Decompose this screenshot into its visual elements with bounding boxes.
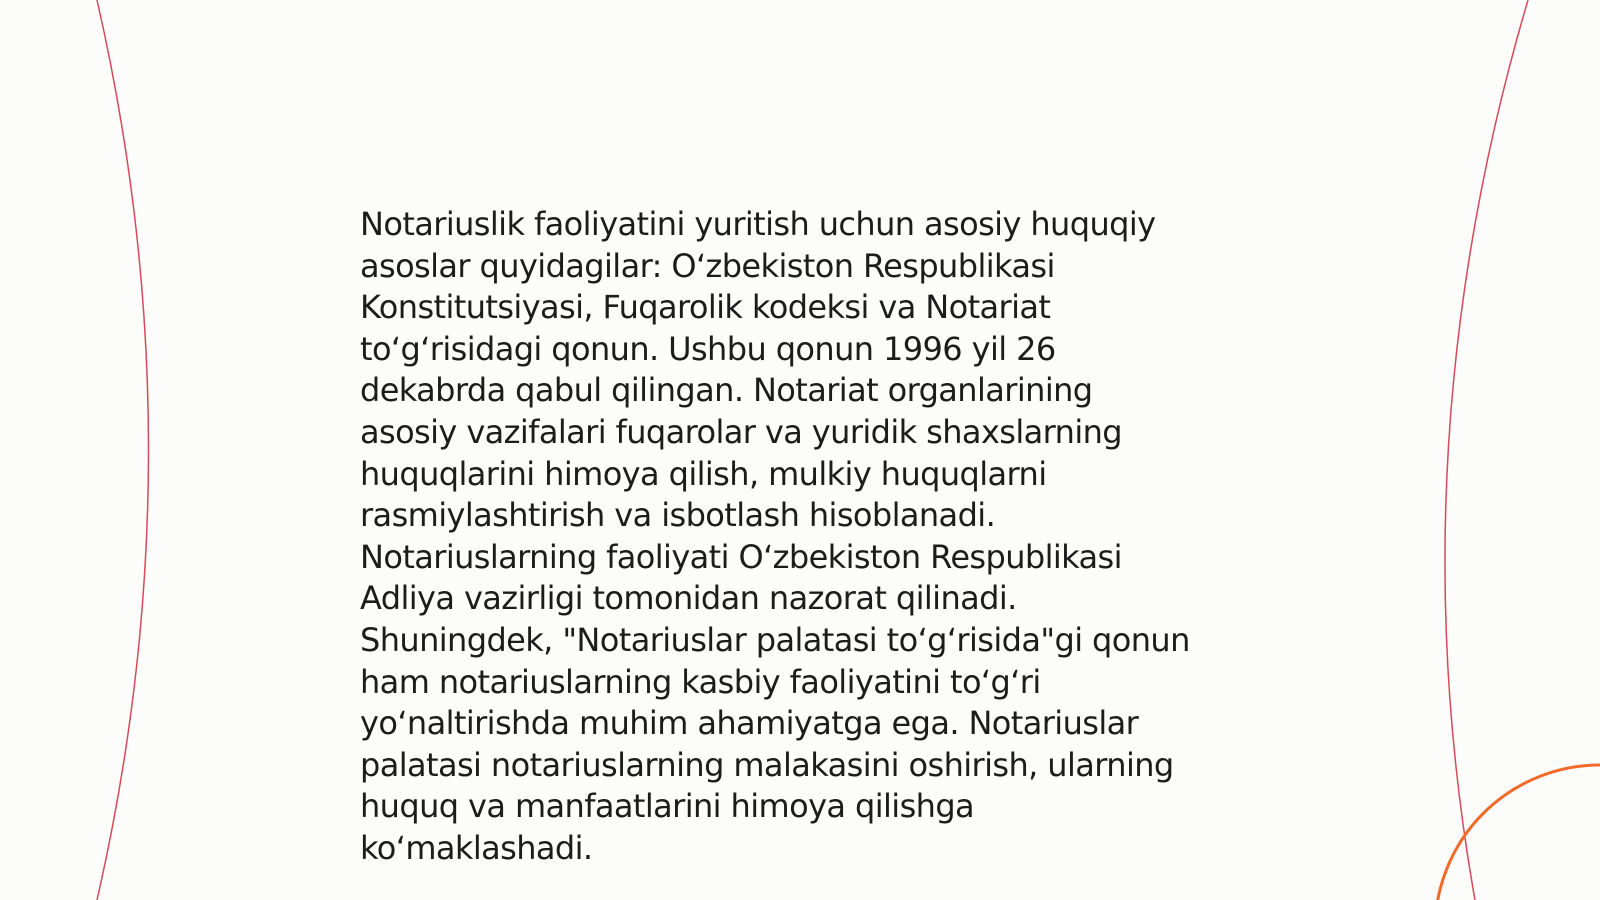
right-curve-line bbox=[1445, 0, 1528, 900]
orange-accent-arc bbox=[1435, 765, 1600, 900]
body-paragraph: Notariuslik faoliyatini yuritish uchun asosiy huquqiy asoslar quyidagilar: O‘zbekiston Respublikasi Konstitutsiyasi, Fuqarolik kodeksi va Notariat to‘g‘risidagi qonun. Ushbu qonun 1996 yil 26 dekabrda qabul qilingan. Notariat organlarining asosiy vazifalari fuqarolar va yuridik shaxslarning huquqlarini himoya qilish, mulkiy huquqlarni rasmiylashtirish va isbotlash hisoblanadi. Notariuslarning faoliyati O‘zbekiston Respublikasi Adliya vazirligi tomonidan nazorat qilinadi. Shuningdek, "Notariuslar palatasi to‘g‘risida"gi qonun ham notariuslarning kasbiy faoliyatini to‘g‘ri yo‘naltirishda muhim ahamiyatga ega. Notariuslar palatasi notariuslarning malakasini oshirish, ularning huquq va manfaatlarini himoya qilishga ko‘maklashadi. bbox=[360, 205, 1190, 867]
left-curve-line bbox=[97, 0, 149, 900]
